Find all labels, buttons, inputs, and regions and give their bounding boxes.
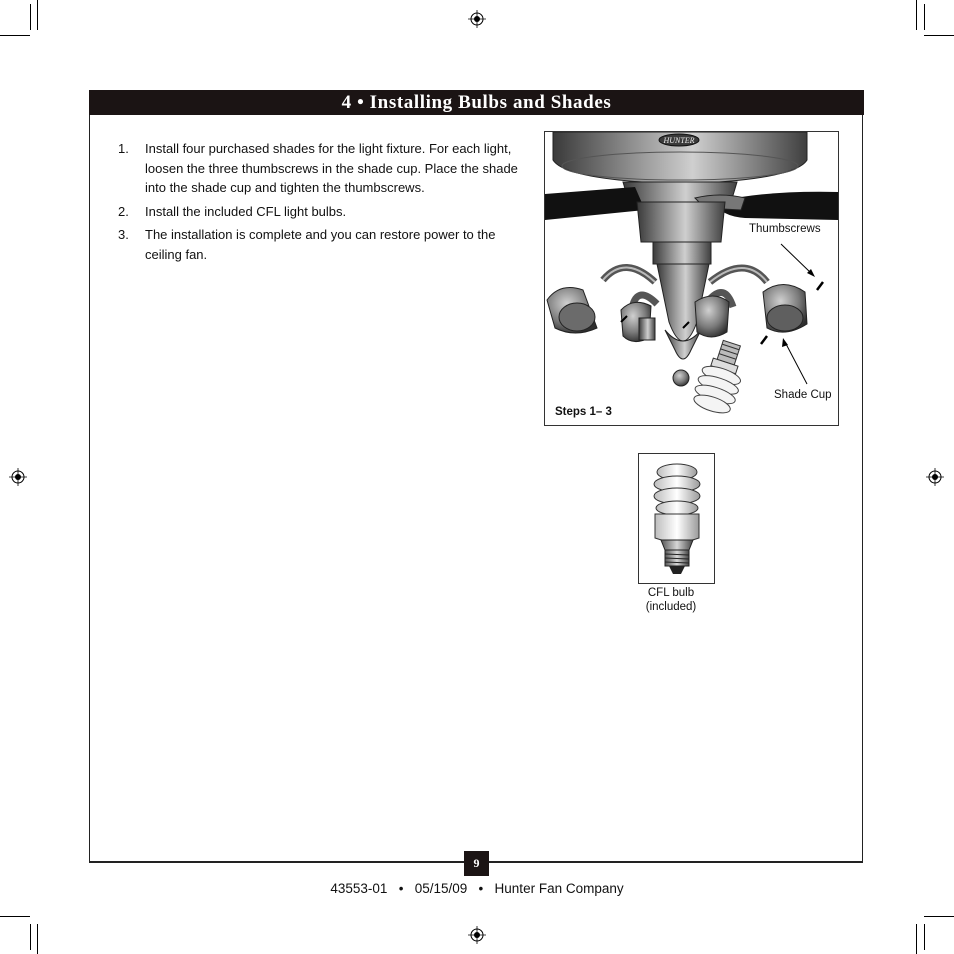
footer [200, 881, 754, 896]
hunter-logo: HUNTER [663, 136, 695, 145]
instruction-step [118, 139, 530, 198]
fan-light-kit-illustration [544, 131, 839, 426]
registration-mark-icon [468, 926, 486, 944]
company-name: Hunter Fan Company [494, 881, 624, 896]
cfl-bulb-caption-line: (included) [645, 601, 697, 613]
registration-mark-icon [468, 10, 486, 28]
thumbscrews-label: Thumbscrews [749, 223, 821, 235]
instruction-step [118, 202, 530, 222]
step-number: 3. [118, 227, 129, 242]
step-number: 2. [118, 203, 129, 219]
cfl-bulb-icon [639, 454, 715, 584]
step-text: Install four purchased shades for the light fixture. For each light, loosen the three thumbscrews in the shade cup. Place the shade into the shade cup and tighten the thumbscrews. [145, 141, 518, 195]
ceiling-fan-light-kit-drawing [545, 132, 839, 426]
document-number: 43553-01 [330, 881, 388, 896]
footer-separator: • [471, 881, 491, 896]
registration-mark-icon [9, 468, 27, 486]
shade-cup-label: Shade Cup [774, 389, 832, 401]
step-text: The installation is complete and you can restore power to the ceiling fan. [145, 227, 496, 262]
page-number: 9 [464, 851, 489, 876]
cfl-bulb-caption-line: CFL bulb [647, 587, 695, 599]
step-number: 1. [118, 141, 129, 156]
cfl-bulb-caption [626, 586, 716, 614]
instruction-list [118, 139, 530, 268]
figure-caption: Steps 1– 3 [555, 406, 612, 418]
document-date: 05/15/09 [414, 881, 468, 896]
step-text: Install the included CFL light bulbs. [145, 203, 347, 219]
registration-mark-icon [926, 468, 944, 486]
cfl-bulb-illustration [638, 453, 715, 584]
footer-separator: • [391, 881, 411, 896]
section-title: 4 • Installing Bulbs and Shades [341, 92, 612, 113]
instruction-step [118, 225, 530, 264]
